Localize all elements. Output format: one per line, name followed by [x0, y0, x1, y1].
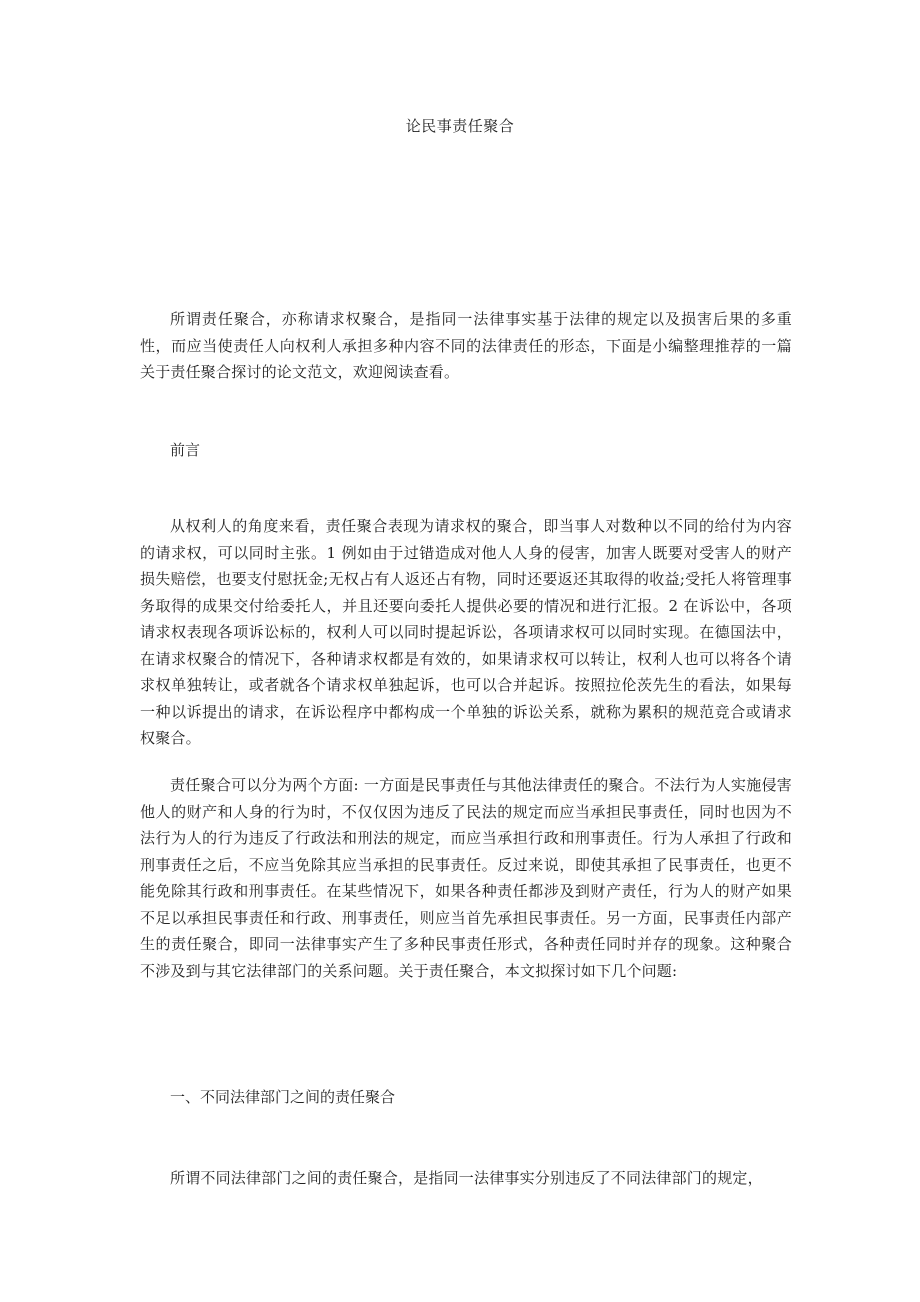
body-paragraph: 从权利人的角度来看，责任聚合表现为请求权的聚合，即当事人对数种以不同的给付为内容的请求权，可以同时主张。1 例如由于过错造成对他人人身的侵害，加害人既要对受害人的财产损失赔偿，也要支付慰抚金;无权占有人返还占有物，同时还要返还其取得的收益;受托人将管理事务取得的成果交付给委托人，并且还要向委托人提供必要的情况和进行汇报。2 在诉讼中，各项请求权表现各项诉讼标的，权利人可以同时提起诉讼，各项请求权可以同时实现。在德国法中，在请求权聚合的情况下，各种请求权都是有效的，如果请求权可以转让，权利人也可以将各个请求权单独转让，或者就各个请求权单独起诉，也可以合并起诉。按照拉伦茨先生的看法，如果每一种以诉提出的请求，在诉讼程序中都构成一个单独的诉讼关系，就称为累积的规范竞合或请求权聚合。 [140, 517, 792, 747]
document-title: 论民事责任聚合 [405, 117, 515, 135]
body-paragraph: 所谓不同法律部门之间的责任聚合，是指同一法律事实分别违反了不同法律部门的规定， [170, 1169, 763, 1187]
section-heading: 一、不同法律部门之间的责任聚合 [170, 1088, 396, 1106]
body-paragraph: 责任聚合可以分为两个方面: 一方面是民事责任与其他法律责任的聚合。不法行为人实施侵害他人的财产和人身的行为时，不仅仅因为违反了民法的规定而应当承担民事责任，同时也因为不法行为人的行为违反了行政法和刑法的规定，而应当承担行政和刑事责任。行为人承担了行政和刑事责任之后，不应当免除其应当承担的民事责任。反过来说，即使其承担了民事责任，也更不能免除其行政和刑事责任。在某些情况下，如果各种责任都涉及到财产责任，行为人的财产如果不足以承担民事责任和行政、刑事责任，则应当首先承担民事责任。另一方面，民事责任内部产生的责任聚合，即同一法律事实产生了多种民事责任形式，各种责任同时并存的现象。这种聚合不涉及到与其它法律部门的关系问题。关于责任聚合，本文拟探讨如下几个问题: [140, 776, 792, 980]
intro-paragraph: 所谓责任聚合，亦称请求权聚合，是指同一法律事实基于法律的规定以及损害后果的多重性，而应当使责任人向权利人承担多种内容不同的法律责任的形态，下面是小编整理推荐的一篇关于责任聚合探讨的论文范文，欢迎阅读查看。 [140, 310, 792, 381]
preface-heading: 前言 [170, 441, 201, 459]
